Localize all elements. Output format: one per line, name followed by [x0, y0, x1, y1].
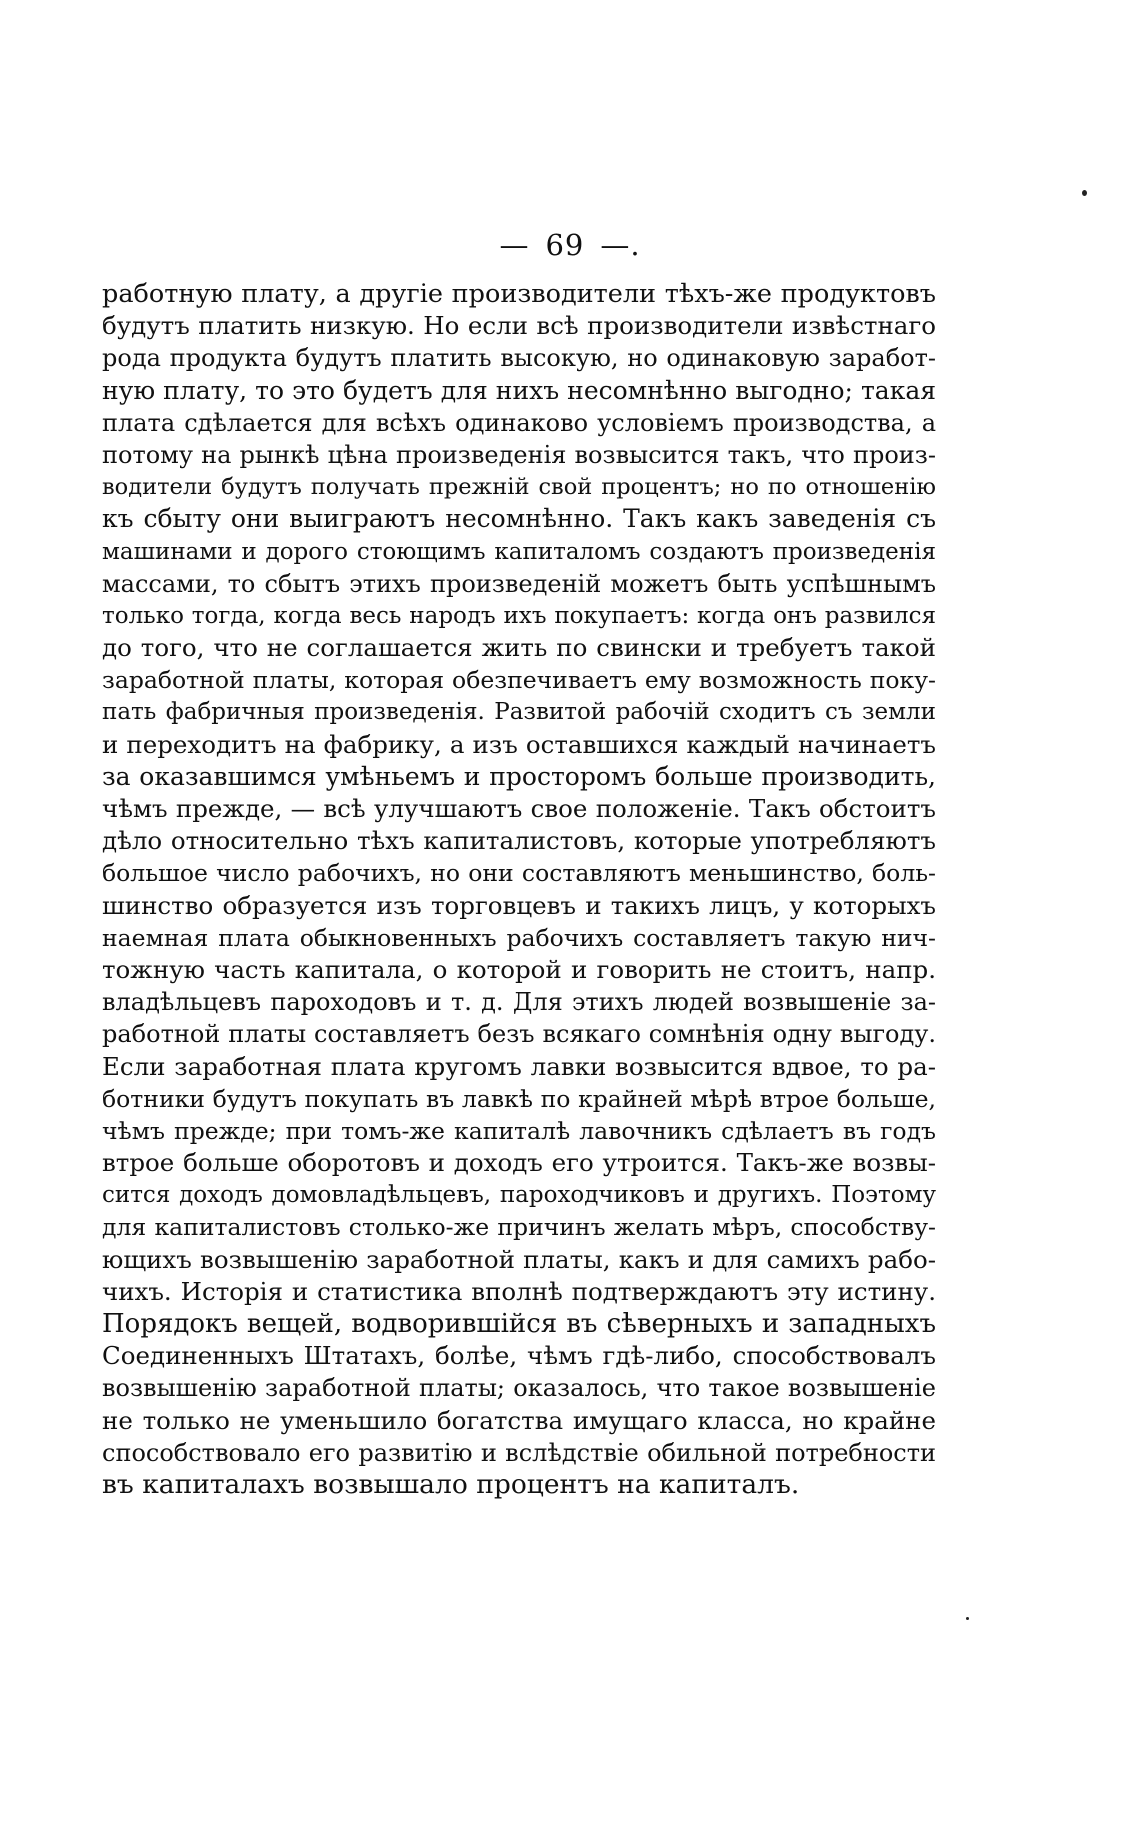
text-line: массами, то сбытъ этихъ произведеній можетъ быть успѣшнымъ — [102, 569, 936, 598]
text-line: Соединенныхъ Штатахъ, болѣе, чѣмъ гдѣ-либо, способствовалъ — [102, 1341, 936, 1371]
page-number: 69 — [545, 228, 585, 262]
text-line: только тогда, когда весь народъ ихъ покупаетъ: когда онъ развился — [102, 602, 936, 629]
text-line: втрое больше оборотовъ и доходъ его утроится. Такъ-же возвы- — [102, 1148, 936, 1178]
text-line: Если заработная плата кругомъ лавки возвысится вдвое, то ра- — [102, 1051, 936, 1081]
text-line: плата сдѣлается для всѣхъ одинаково условіемъ производства, а — [102, 408, 936, 437]
text-line: заработной платы, которая обезпечиваетъ ему возможность поку- — [102, 666, 936, 695]
text-line: возвышенію заработной платы; оказалось, что такое возвышеніе — [102, 1374, 936, 1403]
text-line: не только не уменьшило богатства имущаго класса, но крайне — [102, 1405, 936, 1435]
text-line: дѣло относительно тѣхъ капиталистовъ, которые употребляютъ — [102, 826, 936, 856]
text-line: за оказавшимся умѣньемъ и просторомъ больше производить, — [102, 761, 936, 791]
text-line: до того, что не соглашается жить по свински и требуетъ такой — [102, 633, 936, 663]
text-line: способствовало его развитію и вслѣдствіе обильной потребности — [102, 1438, 936, 1467]
text-line: будутъ платить низкую. Но если всѣ производители извѣстнаго — [102, 311, 936, 341]
text-line: ботники будутъ покупать въ лавкѣ по крайней мѣрѣ втрое больше, — [102, 1084, 936, 1113]
scan-speck — [966, 1617, 969, 1620]
text-line: чѣмъ прежде, — всѣ улучшаютъ свое положеніе. Такъ обстоитъ — [102, 794, 936, 823]
text-line: ную плату, то это будетъ для нихъ несомнѣнно выгодно; такая — [102, 375, 936, 405]
text-line: къ сбыту они выиграютъ несомнѣнно. Такъ какъ заведенія съ — [102, 504, 936, 534]
text-line: потому на рынкѣ цѣна произведенія возвысится такъ, что произ- — [102, 440, 936, 469]
header-right-dash: —. — [600, 228, 641, 262]
text-line-last: въ капиталахъ возвышало процентъ на капиталъ. — [102, 1468, 800, 1500]
text-line: рода продукта будутъ платить высокую, но одинаковую заработ- — [102, 344, 936, 373]
text-line: чѣмъ прежде; при томъ-же капиталѣ лавочникъ сдѣлаетъ въ годъ — [102, 1116, 936, 1145]
body-text — [102, 278, 936, 1501]
header-left-dash: — — [499, 228, 530, 262]
text-line: Порядокъ вещей, водворившійся въ сѣверныхъ и западныхъ — [102, 1309, 936, 1339]
text-line: для капиталистовъ столько-же причинъ желать мѣръ, способству- — [102, 1213, 936, 1242]
text-line: пать фабричныя произведенія. Развитой рабочій сходитъ съ земли — [102, 699, 936, 726]
text-line: работную плату, а другіе производители тѣхъ-же продуктовъ — [102, 279, 936, 309]
page-header — [0, 228, 1140, 262]
text-line: чихъ. Исторія и статистика вполнѣ подтверждаютъ эту истину. — [102, 1276, 936, 1306]
text-line: ющихъ возвышенію заработной платы, какъ и для самихъ рабо- — [102, 1244, 936, 1274]
text-line: наемная плата обыкновенныхъ рабочихъ составляетъ такую нич- — [102, 923, 936, 952]
text-line: водители будутъ получать прежній свой процентъ; но по отношенію — [102, 474, 936, 501]
scan-speck — [1082, 190, 1087, 196]
text-line: и переходитъ на фабрику, а изъ оставшихся каждый начинаетъ — [102, 729, 936, 759]
text-line: большое число рабочихъ, но они составляютъ меньшинство, боль- — [102, 859, 936, 888]
text-line: тожную часть капитала, о которой и говорить не стоитъ, напр. — [102, 954, 936, 984]
text-line: шинство образуется изъ торговцевъ и такихъ лицъ, у которыхъ — [102, 890, 936, 920]
text-line: сится доходъ домовладѣльцевъ, пароходчиковъ и другихъ. Поэтому — [102, 1182, 936, 1209]
text-line: работной платы составляетъ безъ всякаго сомнѣнія одну выгоду. — [102, 1020, 936, 1049]
text-line: машинами и дорого стоющимъ капиталомъ создаютъ произведенія — [102, 538, 936, 565]
text-line: владѣльцевъ пароходовъ и т. д. Для этихъ людей возвышеніе за- — [102, 988, 936, 1017]
